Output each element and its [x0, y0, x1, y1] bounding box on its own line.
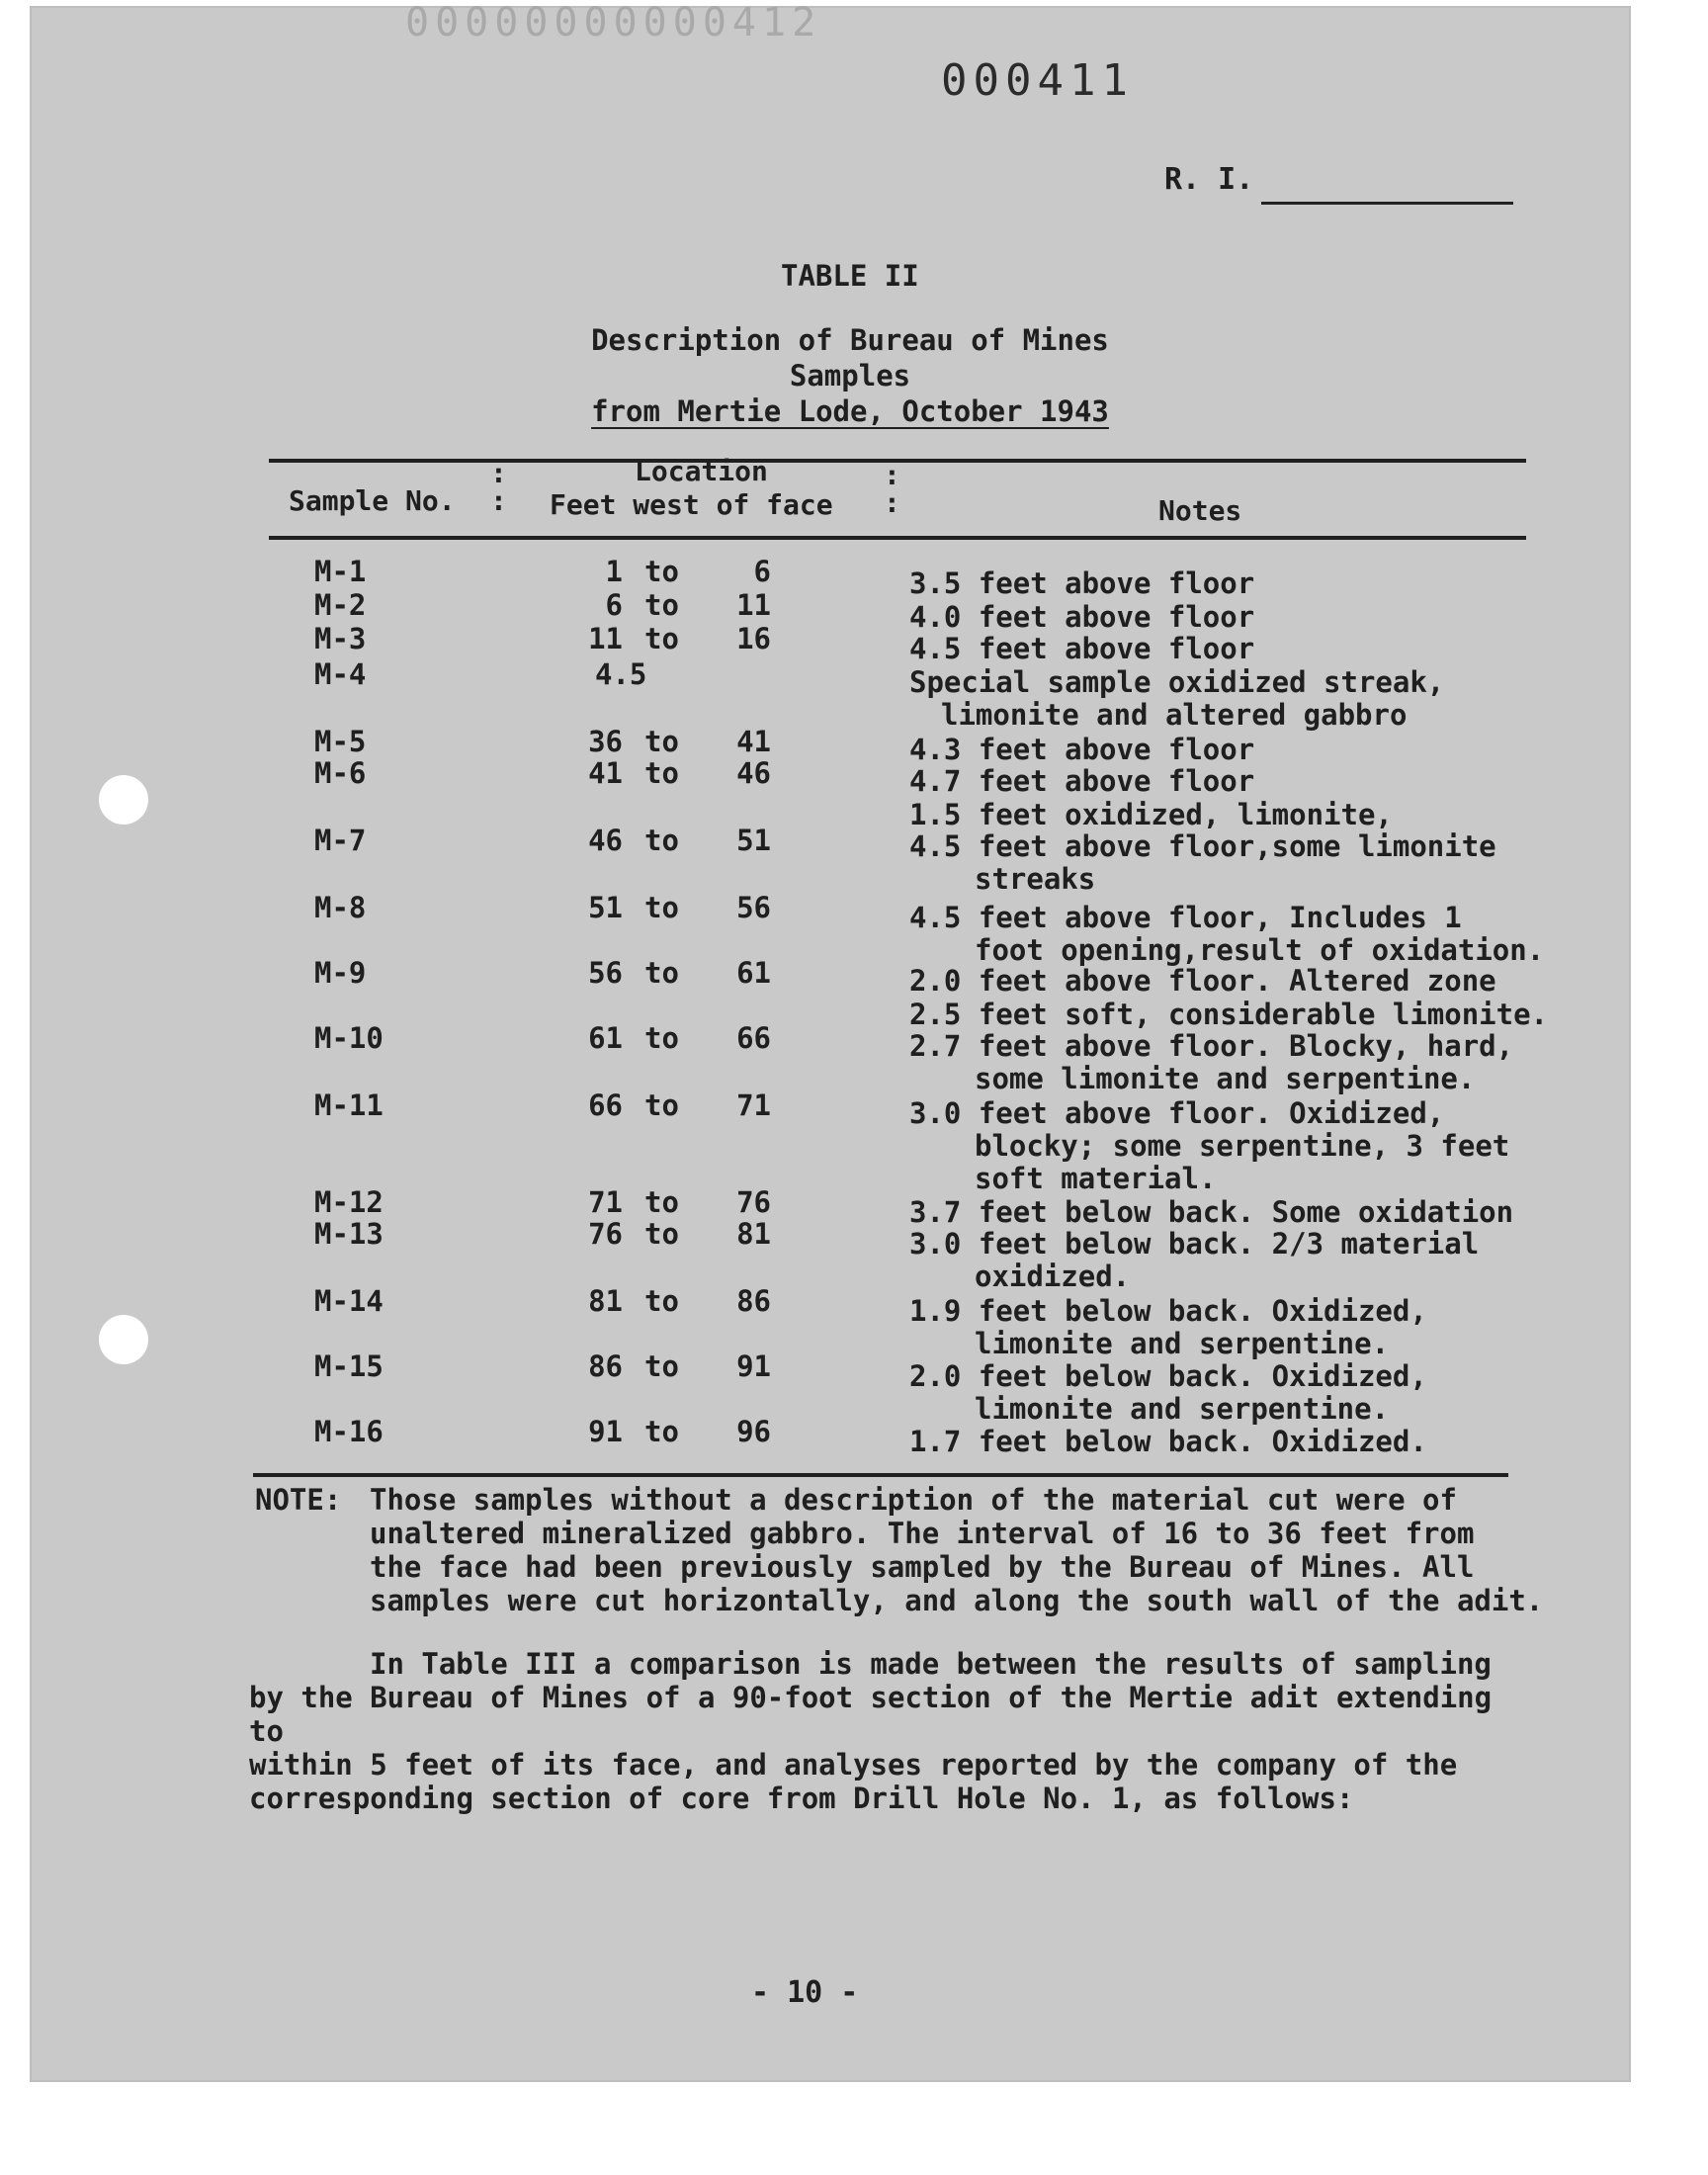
- location-from: 86: [588, 1349, 623, 1383]
- note-line: oxidized.: [975, 1260, 1131, 1293]
- location-connector: to: [644, 824, 679, 857]
- sample-number: M-3: [314, 622, 367, 655]
- sample-number: M-7: [314, 824, 367, 857]
- header-separator: :: [490, 457, 507, 489]
- location-from: 41: [588, 756, 623, 790]
- location-connector: to: [644, 1185, 679, 1219]
- sample-notes: [909, 1228, 1479, 1293]
- location-connector: to: [644, 756, 679, 790]
- description-line-1: Description of Bureau of Mines Samples: [591, 323, 1109, 392]
- header-separator: :: [884, 486, 900, 519]
- note-line: 4.5 feet above floor, Includes 1: [909, 901, 1462, 934]
- location-to: 71: [736, 1088, 771, 1122]
- location-connector: to: [644, 956, 679, 990]
- binder-hole-bottom: [99, 1315, 148, 1364]
- sample-notes: [909, 666, 1444, 732]
- sample-notes: [909, 830, 1496, 896]
- ri-label: R. I.: [1164, 162, 1254, 197]
- location-to: 51: [736, 824, 771, 857]
- location-to: 41: [736, 725, 771, 758]
- note-line: 4.3 feet above floor: [909, 733, 1255, 766]
- location-to: 66: [736, 1021, 771, 1055]
- description-line-2: from Mertie Lode, October 1943: [591, 394, 1109, 428]
- paragraph-line: In Table III a comparison is made between the results of sampling: [370, 1647, 1492, 1681]
- note-text-line: the face had been previously sampled by the Bureau of Mines. All: [370, 1550, 1475, 1584]
- paragraph-line: by the Bureau of Mines of a 90-foot section of the Mertie adit extending to: [249, 1681, 1493, 1748]
- paragraph-line: within 5 feet of its face, and analyses reported by the company of the: [249, 1748, 1458, 1782]
- ri-blank-line: [1261, 202, 1513, 205]
- sample-number: M-6: [314, 756, 367, 790]
- note-label: NOTE:: [255, 1483, 342, 1517]
- note-line: 3.0 feet below back. 2/3 material: [909, 1227, 1480, 1261]
- sample-notes: [909, 601, 1254, 634]
- sample-number: M-12: [314, 1185, 384, 1219]
- note-line: 4.5 feet above floor,some limonite: [909, 829, 1496, 863]
- location-connector: to: [644, 622, 679, 655]
- sample-number: M-8: [314, 891, 367, 924]
- sample-number: M-11: [314, 1088, 384, 1122]
- sample-notes: [909, 734, 1254, 766]
- location-to: 16: [736, 622, 771, 655]
- sample-notes: [909, 567, 1254, 600]
- sample-number: M-1: [314, 555, 367, 588]
- location-to: 81: [736, 1217, 771, 1251]
- page-stamp: 000411: [941, 55, 1134, 106]
- header-location-top: Location: [635, 455, 768, 487]
- sample-notes: [909, 1360, 1427, 1426]
- table-note: [370, 1483, 1543, 1617]
- sample-number: M-10: [314, 1021, 384, 1055]
- location-from: 11: [588, 622, 623, 655]
- location-connector: to: [644, 1088, 679, 1122]
- note-line: 4.7 feet above floor: [909, 764, 1255, 798]
- location-connector: to: [644, 1217, 679, 1251]
- sample-number: M-14: [314, 1284, 384, 1318]
- sample-number: M-16: [314, 1415, 384, 1448]
- location-from: 61: [588, 1021, 623, 1055]
- note-line: 2.7 feet above floor. Blocky, hard,: [909, 1029, 1514, 1063]
- note-text-line: unaltered mineralized gabbro. The interval of 16 to 36 feet from: [370, 1517, 1475, 1550]
- location-from: 51: [588, 891, 623, 924]
- note-line: limonite and serpentine.: [975, 1327, 1390, 1360]
- table-description: [534, 322, 1166, 429]
- header-separator: :: [490, 484, 507, 517]
- location-to: 11: [736, 588, 771, 622]
- location-to: 76: [736, 1185, 771, 1219]
- location-from: 71: [588, 1185, 623, 1219]
- sample-notes: [909, 1030, 1513, 1095]
- note-line: 2.0 feet above floor. Altered zone: [909, 964, 1496, 998]
- location-to: 91: [736, 1349, 771, 1383]
- note-line: 2.0 feet below back. Oxidized,: [909, 1359, 1427, 1393]
- note-text-line: samples were cut horizontally, and along the south wall of the adit.: [370, 1584, 1544, 1617]
- sample-notes: [909, 999, 1548, 1031]
- location-connector: to: [644, 1415, 679, 1448]
- binder-hole-top: [99, 775, 148, 825]
- location-from: 4.5: [595, 657, 647, 691]
- table-title: TABLE II: [781, 259, 919, 293]
- note-line: limonite and serpentine.: [975, 1392, 1390, 1426]
- location-connector: to: [644, 1021, 679, 1055]
- note-line: soft material.: [975, 1162, 1217, 1195]
- note-line: 3.5 feet above floor: [909, 566, 1255, 600]
- location-connector: to: [644, 725, 679, 758]
- sample-notes: [909, 965, 1496, 998]
- sample-number: M-9: [314, 956, 367, 990]
- sample-number: M-5: [314, 725, 367, 758]
- header-sample: Sample No.: [289, 484, 456, 517]
- faint-stamp: 00000000000412: [405, 0, 822, 45]
- body-paragraph: [249, 1647, 1504, 1815]
- location-connector: to: [644, 555, 679, 588]
- note-line: 4.5 feet above floor: [909, 632, 1255, 665]
- sample-number: M-2: [314, 588, 367, 622]
- note-line: 1.7 feet below back. Oxidized.: [909, 1425, 1427, 1458]
- table-header-rule: [269, 536, 1526, 540]
- note-line: 1.9 feet below back. Oxidized,: [909, 1294, 1427, 1328]
- header-location-bottom: Feet west of face: [550, 488, 833, 521]
- note-line: blocky; some serpentine, 3 feet: [975, 1129, 1510, 1163]
- location-from: 46: [588, 824, 623, 857]
- location-connector: to: [644, 588, 679, 622]
- location-connector: to: [644, 1349, 679, 1383]
- sample-notes: [909, 1196, 1513, 1229]
- paragraph-line: corresponding section of core from Drill Hole No. 1, as follows:: [249, 1782, 1354, 1815]
- location-connector: to: [644, 1284, 679, 1318]
- location-from: 66: [588, 1088, 623, 1122]
- sample-number: M-4: [314, 657, 367, 691]
- note-line: 3.7 feet below back. Some oxidation: [909, 1195, 1514, 1229]
- note-line: 2.5 feet soft, considerable limonite.: [909, 998, 1549, 1031]
- sample-number: M-13: [314, 1217, 384, 1251]
- location-to: 46: [736, 756, 771, 790]
- sample-notes: [909, 799, 1393, 831]
- header-notes: Notes: [1158, 494, 1242, 527]
- sample-number: M-15: [314, 1349, 384, 1383]
- sample-notes: [909, 1426, 1427, 1458]
- sample-notes: [909, 902, 1544, 967]
- note-line: 3.0 feet above floor. Oxidized,: [909, 1096, 1445, 1130]
- location-from: 81: [588, 1284, 623, 1318]
- note-line: streaks: [975, 862, 1096, 896]
- note-line: Special sample oxidized streak,: [909, 665, 1445, 699]
- location-to: 61: [736, 956, 771, 990]
- note-line: limonite and altered gabbro: [941, 698, 1408, 732]
- page-number: - 10 -: [751, 1975, 859, 2010]
- location-from: 91: [588, 1415, 623, 1448]
- location-from: 6: [605, 588, 623, 622]
- note-line: 1.5 feet oxidized, limonite,: [909, 798, 1393, 831]
- note-line: 4.0 feet above floor: [909, 600, 1255, 634]
- location-from: 76: [588, 1217, 623, 1251]
- location-to: 56: [736, 891, 771, 924]
- location-to: 86: [736, 1284, 771, 1318]
- sample-notes: [909, 765, 1254, 798]
- location-from: 36: [588, 725, 623, 758]
- sample-notes: [909, 1295, 1427, 1360]
- note-text-line: Those samples without a description of the material cut were of: [370, 1483, 1457, 1517]
- note-line: some limonite and serpentine.: [975, 1062, 1476, 1095]
- location-from: 56: [588, 956, 623, 990]
- header-separator: :: [884, 459, 900, 491]
- sample-notes: [909, 1097, 1509, 1195]
- location-to: 6: [753, 555, 771, 588]
- location-from: 1: [605, 555, 623, 588]
- table-bottom-rule: [253, 1473, 1508, 1477]
- sample-notes: [909, 633, 1254, 665]
- location-to: 96: [736, 1415, 771, 1448]
- note-line: foot opening,result of oxidation.: [975, 933, 1545, 967]
- location-connector: to: [644, 891, 679, 924]
